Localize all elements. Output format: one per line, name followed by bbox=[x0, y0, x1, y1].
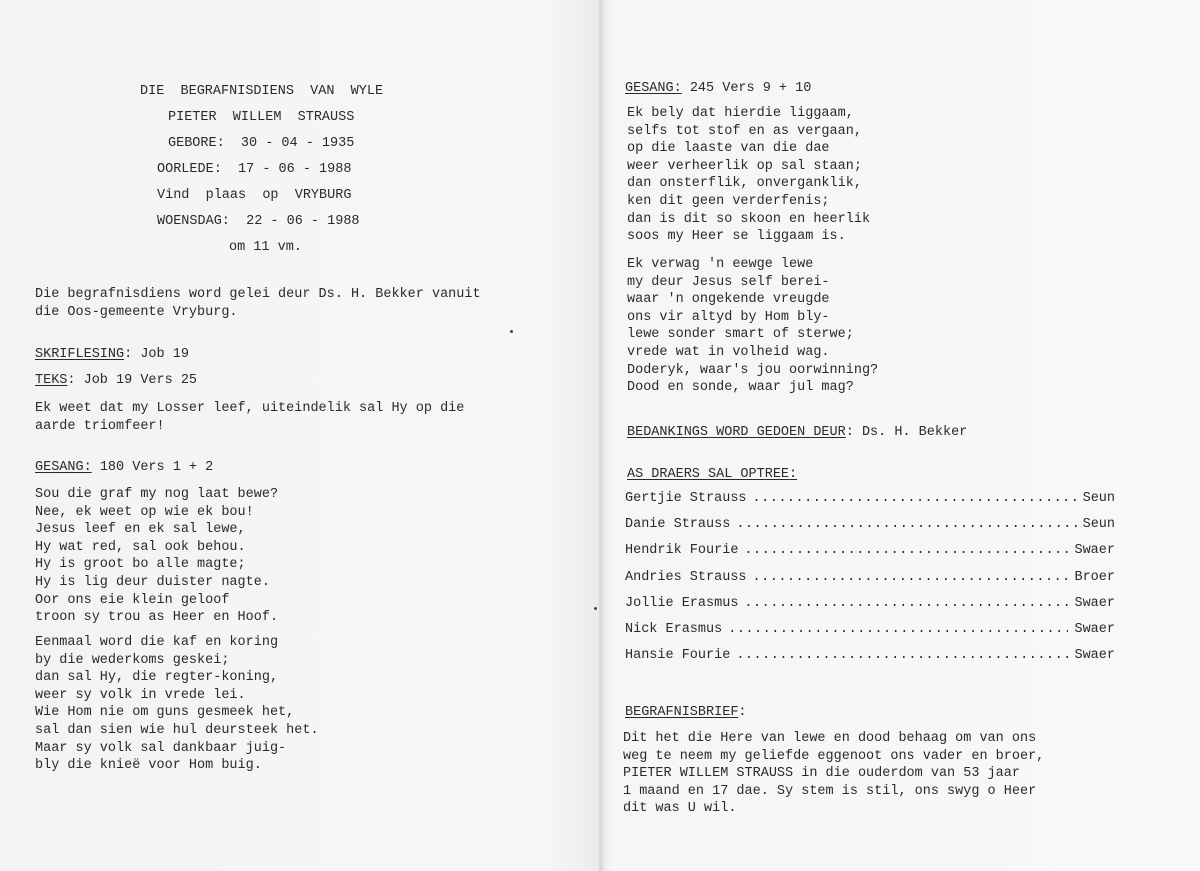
title-line: DIE BEGRAFNISDIENS VAN WYLE bbox=[140, 84, 384, 99]
brief-line: weg te neem my geliefde eggenoot ons vader en broer, bbox=[623, 748, 1045, 764]
gesang-245-value: 245 Vers 9 + 10 bbox=[681, 81, 812, 96]
teks-value: : Job 19 Vers 25 bbox=[67, 373, 198, 388]
verse-line: Hy wat red, sal ook behou. bbox=[35, 539, 246, 555]
verse-line: weer verheerlik op sal staan; bbox=[627, 158, 862, 174]
verse-line: Hy is groot bo alle magte; bbox=[35, 557, 246, 573]
verse-line: Oor ons eie klein geloof bbox=[35, 592, 230, 608]
gesang-180-value: 180 Vers 1 + 2 bbox=[91, 460, 214, 475]
service-time: om 11 vm. bbox=[229, 240, 302, 255]
draers-heading bbox=[627, 466, 797, 484]
verse-line: bly die knieë voor Hom buig. bbox=[35, 758, 262, 774]
verse-line: Sou die graf my nog laat bewe? bbox=[35, 487, 279, 502]
pallbearer-row bbox=[625, 596, 1115, 622]
verse-line: vrede wat in volheid wag. bbox=[627, 344, 830, 360]
begrafnisbrief-heading bbox=[625, 704, 747, 722]
leader-dots bbox=[736, 517, 1076, 532]
pallbearer-row bbox=[625, 648, 1115, 674]
pallbearer-relation: Swaer bbox=[1074, 648, 1115, 664]
gesang-180-verse-2 bbox=[35, 634, 319, 775]
gesang-180-heading bbox=[35, 459, 213, 477]
begrafnisbrief-colon: : bbox=[738, 705, 747, 720]
bedankings-value: : Ds. H. Bekker bbox=[845, 425, 968, 440]
verse-line: Dood en sonde, waar jul mag? bbox=[627, 380, 854, 396]
begrafnisbrief-label: BEGRAFNISBRIEF bbox=[625, 705, 739, 720]
pallbearer-name: Gertjie Strauss bbox=[625, 491, 747, 506]
brief-line: Dit het die Here van lewe en dood behaag om van ons bbox=[623, 731, 1037, 746]
leader-dots bbox=[728, 622, 1068, 637]
leader-dots bbox=[753, 491, 1077, 506]
birth-date: GEBORE: 30 - 04 - 1935 bbox=[168, 136, 355, 151]
gesang-245-heading bbox=[625, 80, 811, 98]
brief-line: dit was U wil. bbox=[623, 801, 737, 817]
verse-line: troon sy trou as Heer en Hoof. bbox=[35, 610, 279, 626]
skriflesing-label: SKRIFLESING bbox=[35, 347, 125, 362]
paper-speck bbox=[594, 607, 597, 610]
gesang-180-label: GESANG: bbox=[35, 460, 92, 475]
verse-line: Ek verwag 'n eewge lewe bbox=[627, 257, 814, 272]
location-line: Vind plaas op VRYBURG bbox=[157, 188, 352, 203]
gesang-245-verse-1 bbox=[627, 105, 870, 246]
intro-paragraph bbox=[35, 286, 481, 321]
brief-line: 1 maand en 17 dae. Sy stem is stil, ons swyg o Heer bbox=[623, 783, 1037, 799]
teks-quote-line-2: aarde triomfeer! bbox=[35, 418, 165, 434]
verse-line: dan onsterflik, onverganklik, bbox=[627, 176, 862, 192]
pallbearers-list bbox=[625, 491, 1115, 674]
verse-line: ken dit geen verderfenis; bbox=[627, 193, 830, 209]
skriflesing-value: : Job 19 bbox=[124, 347, 189, 362]
pallbearer-relation: Swaer bbox=[1074, 543, 1115, 559]
service-date: WOENSDAG: 22 - 06 - 1988 bbox=[157, 214, 360, 229]
begrafnisbrief-text bbox=[623, 730, 1044, 818]
leader-dots bbox=[736, 648, 1068, 663]
death-date: OORLEDE: 17 - 06 - 1988 bbox=[157, 162, 352, 177]
verse-line: soos my Heer se liggaam is. bbox=[627, 229, 846, 245]
verse-line: Nee, ek weet op wie ek bou! bbox=[35, 504, 254, 520]
pallbearer-name: Nick Erasmus bbox=[625, 621, 723, 637]
page-fold bbox=[598, 0, 604, 871]
pallbearer-row bbox=[625, 622, 1115, 648]
verse-line: by die wederkoms geskei; bbox=[35, 652, 230, 668]
verse-line: ons vir altyd by Hom bly- bbox=[627, 309, 830, 325]
pallbearer-relation: Broer bbox=[1074, 569, 1115, 585]
bedankings-label: BEDANKINGS WORD GEDOEN DEUR bbox=[627, 425, 846, 440]
gesang-245-verse-2 bbox=[627, 256, 878, 397]
verse-line: dan is dit so skoon en heerlik bbox=[627, 211, 871, 227]
verse-line: Hy is lig deur duister nagte. bbox=[35, 574, 270, 590]
teks-quote-line-1: Ek weet dat my Losser leef, uiteindelik sal Hy op die bbox=[35, 401, 465, 416]
gesang-180-verse-1 bbox=[35, 486, 278, 627]
verse-line: Ek bely dat hierdie liggaam, bbox=[627, 106, 854, 121]
gesang-245-label: GESANG: bbox=[625, 81, 682, 96]
verse-line: sal dan sien wie hul deursteek het. bbox=[35, 722, 319, 738]
pallbearer-name: Hendrik Fourie bbox=[625, 543, 739, 559]
leader-dots bbox=[744, 543, 1068, 558]
pallbearer-relation: Seun bbox=[1082, 491, 1115, 506]
pallbearer-row bbox=[625, 570, 1115, 596]
pallbearer-name: Danie Strauss bbox=[625, 517, 731, 533]
teks-quote bbox=[35, 400, 464, 435]
draers-label: AS DRAERS SAL OPTREE: bbox=[627, 467, 798, 482]
bedankings-line bbox=[627, 424, 967, 442]
pallbearer-name: Andries Strauss bbox=[625, 569, 747, 585]
verse-line: waar 'n ongekende vreugde bbox=[627, 292, 830, 308]
brief-line: PIETER WILLEM STRAUSS in die ouderdom van 53 jaar bbox=[623, 766, 1020, 782]
intro-line-1: Die begrafnisdiens word gelei deur Ds. H. Bekker vanuit bbox=[35, 287, 481, 302]
verse-line: Wie Hom nie om guns gesmeek het, bbox=[35, 705, 295, 721]
pallbearer-row bbox=[625, 517, 1115, 543]
pallbearer-relation: Swaer bbox=[1074, 595, 1115, 611]
teks-label: TEKS bbox=[35, 373, 68, 388]
paper-speck bbox=[510, 330, 513, 333]
leader-dots bbox=[753, 570, 1069, 585]
verse-line: Doderyk, waar's jou oorwinning? bbox=[627, 362, 879, 378]
verse-line: dan sal Hy, die regter-koning, bbox=[35, 670, 279, 686]
pallbearer-relation: Swaer bbox=[1074, 621, 1115, 637]
verse-line: weer sy volk in vrede lei. bbox=[35, 687, 246, 703]
leader-dots bbox=[744, 596, 1068, 611]
verse-line: Eenmaal word die kaf en koring bbox=[35, 635, 279, 650]
deceased-name: PIETER WILLEM STRAUSS bbox=[168, 110, 355, 125]
pallbearer-relation: Seun bbox=[1082, 517, 1115, 533]
pallbearer-name: Jollie Erasmus bbox=[625, 595, 739, 611]
intro-line-2: die Oos-gemeente Vryburg. bbox=[35, 304, 238, 320]
verse-line: my deur Jesus self berei- bbox=[627, 274, 830, 290]
skriflesing-line bbox=[35, 346, 189, 364]
verse-line: selfs tot stof en as vergaan, bbox=[627, 123, 862, 139]
verse-line: lewe sonder smart of sterwe; bbox=[627, 327, 854, 343]
verse-line: Jesus leef en ek sal lewe, bbox=[35, 522, 246, 538]
pallbearer-name: Hansie Fourie bbox=[625, 648, 731, 664]
verse-line: op die laaste van die dae bbox=[627, 141, 830, 157]
pallbearer-row bbox=[625, 543, 1115, 569]
verse-line: Maar sy volk sal dankbaar juig- bbox=[35, 740, 287, 756]
pallbearer-row bbox=[625, 491, 1115, 517]
teks-line bbox=[35, 372, 197, 390]
